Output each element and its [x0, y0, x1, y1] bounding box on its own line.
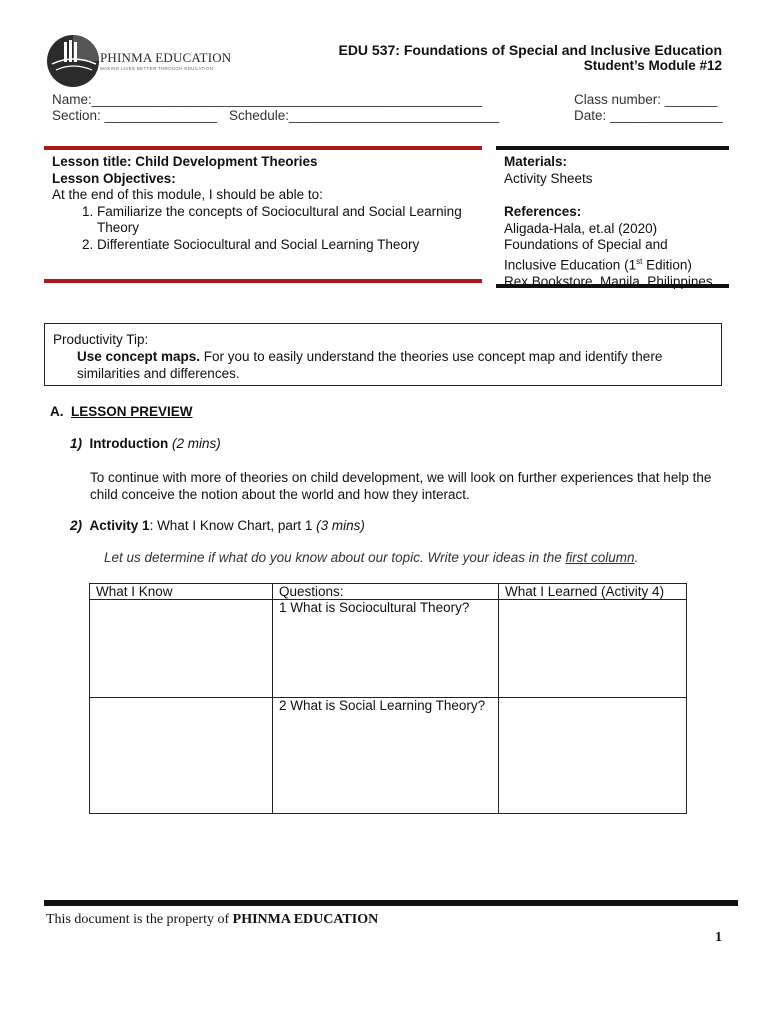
- page-number: 1: [715, 930, 722, 945]
- objectives-intro: At the end of this module, I should be able to:: [52, 187, 323, 202]
- materials-panel: [496, 146, 729, 288]
- section-heading: A. LESSON PREVIEW: [50, 404, 193, 419]
- table-row: [90, 584, 687, 600]
- schedule-field[interactable]: Schedule:____________________________: [229, 108, 500, 123]
- course-title: EDU 537: Foundations of Special and Inclusive Education: [338, 42, 722, 58]
- references-heading: References:: [504, 204, 582, 219]
- lesson-info-panel: [44, 146, 482, 283]
- reference-line: Foundations of Special and: [504, 237, 668, 252]
- column-header: What I Know: [90, 584, 273, 600]
- answer-cell[interactable]: [499, 698, 687, 814]
- module-label: Student’s Module #12: [583, 58, 722, 73]
- brand-name: PHINMA EDUCATION: [100, 50, 232, 65]
- introduction-text: To continue with more of theories on child development, we will look on further experiences that help the child conceive the notion about the world and how they interact.: [90, 470, 712, 502]
- answer-cell[interactable]: [90, 698, 273, 814]
- brand-tagline: MAKING LIVES BETTER THROUGH EDUCATION: [100, 66, 214, 71]
- table-row: [90, 600, 687, 698]
- lesson-title: Lesson title: Child Development Theories: [52, 154, 318, 169]
- activity-heading: 2) Activity 1: What I Know Chart, part 1 (3 mins): [70, 518, 365, 533]
- objectives-heading: Lesson Objectives:: [52, 170, 176, 186]
- productivity-tip-box: [44, 323, 722, 386]
- column-header: Questions:: [273, 584, 499, 600]
- table-row: [90, 698, 687, 814]
- bottom-divider: [44, 279, 482, 283]
- list-item: 2. Differentiate Sociocultural and Social Learning Theory: [97, 237, 482, 254]
- footer-text: This document is the property of PHINMA EDUCATION: [46, 912, 379, 927]
- materials-text: Activity Sheets: [504, 170, 593, 186]
- list-item: 1. Familiarize the concepts of Sociocultural and Social Learning Theory: [97, 204, 482, 237]
- reference-line: Inclusive Education (1st Edition): [504, 256, 692, 272]
- reference-line: Rex Bookstore, Manila, Philippines: [504, 273, 713, 289]
- name-field[interactable]: Name:____________________________________________________: [52, 92, 483, 107]
- materials-heading: Materials:: [504, 154, 568, 169]
- class-number-field[interactable]: Class number: _______: [574, 92, 718, 107]
- section-field[interactable]: Section: _______________: [52, 108, 218, 123]
- tip-label: Productivity Tip:: [53, 332, 149, 347]
- reference-line: Aligada-Hala, et.al (2020): [504, 220, 658, 236]
- introduction-heading: 1) Introduction (2 mins): [70, 436, 221, 451]
- footer-divider: [44, 900, 738, 906]
- answer-cell[interactable]: [90, 600, 273, 698]
- question-cell: 1 What is Sociocultural Theory?: [273, 600, 499, 698]
- column-header: What I Learned (Activity 4): [499, 584, 687, 600]
- kwl-chart-table: [89, 583, 687, 814]
- answer-cell[interactable]: [499, 600, 687, 698]
- date-field[interactable]: Date: _______________: [574, 108, 723, 123]
- tip-text: Use concept maps. For you to easily understand the theories use concept map and identify there similarities and differences.: [77, 349, 663, 381]
- activity-instructions: Let us determine if what do you know about our topic. Write your ideas in the first column.: [104, 550, 639, 565]
- objectives-list: [52, 204, 482, 254]
- question-cell: 2 What is Social Learning Theory?: [273, 698, 499, 814]
